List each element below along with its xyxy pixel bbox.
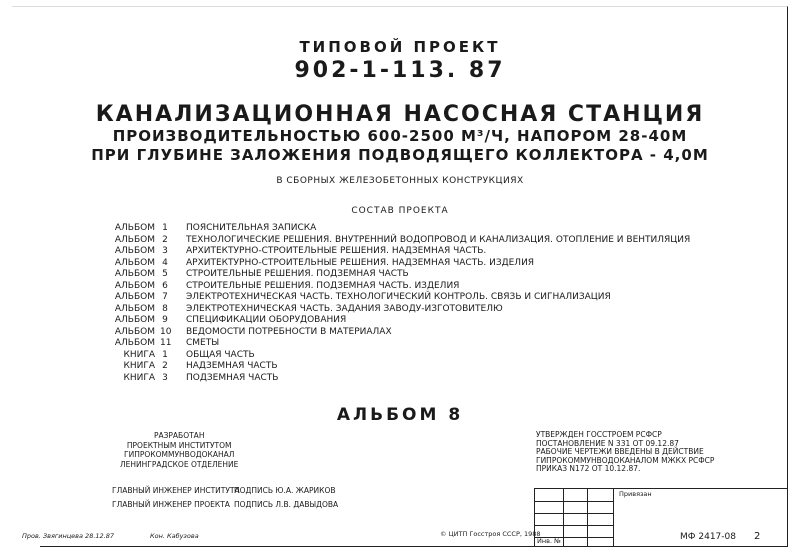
item-number: 9 (162, 315, 168, 325)
project-label: ТИПОВОЙ ПРОЕКТ (299, 38, 501, 56)
signer-1: ПОДПИСЬ Ю.А. ЖАРИКОВ (234, 486, 336, 495)
approval-line: ГИПРОКОММУНВОДОКАНАЛОМ МЖКХ РСФСР (536, 455, 715, 465)
item-number: 5 (162, 269, 168, 279)
item-kind: АЛЬБОМ (114, 303, 155, 314)
sheet-number: 2 (754, 531, 761, 542)
item-description: СТРОИТЕЛЬНЫЕ РЕШЕНИЯ. ПОДЗЕМНАЯ ЧАСТЬ. ИЗДЕЛИЯ (186, 280, 460, 291)
item-number: 2 (162, 234, 168, 245)
developer-line: РАЗРАБОТАН (153, 431, 205, 440)
item-kind: АЛЬБОМ (114, 246, 155, 256)
item-number: 8 (162, 303, 168, 314)
developer-block (120, 431, 238, 469)
item-number: 4 (162, 257, 168, 268)
item-kind: АЛЬБОМ (114, 292, 155, 302)
item-description: ВЕДОМОСТИ ПОТРЕБНОСТИ В МАТЕРИАЛАХ (186, 326, 392, 337)
item-kind: АЛЬБОМ (114, 257, 155, 268)
signer-2: ПОДПИСЬ Л.В. ДАВЫДОВА (234, 500, 339, 509)
attached-label: Привязан (619, 490, 652, 498)
document-title: КАНАЛИЗАЦИОННАЯ НАСОСНАЯ СТАНЦИЯ (95, 102, 705, 127)
handwritten-control-note: Кон. Кабузова (150, 532, 199, 540)
item-kind: АЛЬБОМ (114, 326, 155, 337)
developer-line: ЛЕНИНГРАДСКОЕ ОТДЕЛЕНИЕ (120, 459, 239, 469)
handwritten-check-note: Пров. Звягинцева 28.12.87 (22, 532, 114, 540)
item-description: ПОЯСНИТЕЛЬНАЯ ЗАПИСКА (186, 223, 317, 233)
item-description: ЭЛЕКТРОТЕХНИЧЕСКАЯ ЧАСТЬ. ТЕХНОЛОГИЧЕСКИЙ КОНТРОЛЬ. СВЯЗЬ И СИГНАЛИЗАЦИЯ (186, 292, 611, 302)
item-description: СМЕТЫ (186, 338, 220, 348)
subtitle-line-2: ПРИ ГЛУБИНЕ ЗАЛОЖЕНИЯ ПОДВОДЯЩЕГО КОЛЛЕКТОРА - 4,0М (91, 146, 709, 164)
construction-note: В СБОРНЫХ ЖЕЛЕЗОБЕТОННЫХ КОНСТРУКЦИЯХ (276, 176, 524, 186)
item-number: 11 (160, 338, 172, 348)
approval-line: РАБОЧИЕ ЧЕРТЕЖИ ВВЕДЕНЫ В ДЕЙСТВИЕ (536, 447, 704, 456)
item-number: 1 (162, 349, 168, 360)
item-number: 3 (162, 246, 168, 256)
project-number: 902-1-113. 87 (294, 58, 506, 83)
bottom-rule (40, 546, 788, 547)
item-description: СПЕЦИФИКАЦИИ ОБОРУДОВАНИЯ (186, 315, 347, 325)
item-kind: АЛЬБОМ (114, 223, 155, 233)
item-description: НАДЗЕМНАЯ ЧАСТЬ (186, 361, 278, 371)
composition-item (0, 303, 800, 315)
item-description: ОБЩАЯ ЧАСТЬ (186, 349, 255, 360)
composition-item (0, 314, 800, 326)
item-kind: АЛЬБОМ (114, 280, 155, 291)
composition-item (0, 280, 800, 292)
item-number: 2 (162, 361, 168, 371)
item-kind: КНИГА (123, 361, 155, 371)
composition-item (0, 326, 800, 338)
album-label: АЛЬБОМ 8 (336, 405, 464, 425)
developer-line: ГИПРОКОММУНВОДОКАНАЛ (124, 450, 235, 459)
item-kind: АЛЬБОМ (114, 338, 155, 348)
title-stamp (534, 488, 788, 546)
item-number: 6 (162, 280, 168, 291)
composition-item (0, 234, 800, 246)
item-kind: АЛЬБОМ (114, 315, 155, 325)
approval-block (536, 431, 714, 474)
item-number: 10 (160, 326, 172, 337)
copyright: © ЦИТП Госстроя СССР, 1988 (440, 530, 541, 538)
composition-item (0, 337, 800, 349)
item-kind: АЛЬБОМ (114, 269, 155, 279)
item-description: СТРОИТЕЛЬНЫЕ РЕШЕНИЯ. ПОДЗЕМНАЯ ЧАСТЬ (186, 269, 409, 279)
item-description: ПОДЗЕМНАЯ ЧАСТЬ (186, 372, 279, 383)
item-kind: КНИГА (123, 349, 155, 360)
composition-item (0, 360, 800, 372)
approval-line: ПРИКАЗ N172 ОТ 10.12.87. (536, 464, 641, 473)
composition-item (0, 257, 800, 269)
subtitle-line-1: ПРОИЗВОДИТЕЛЬНОСТЬЮ 600-2500 М³/Ч, НАПОРОМ 28-40М (112, 127, 688, 145)
item-description: АРХИТЕКТУРНО-СТРОИТЕЛЬНЫЕ РЕШЕНИЯ. НАДЗЕМНАЯ ЧАСТЬ. ИЗДЕЛИЯ (186, 257, 535, 268)
composition-item (0, 245, 800, 257)
item-description: АРХИТЕКТУРНО-СТРОИТЕЛЬНЫЕ РЕШЕНИЯ. НАДЗЕМНАЯ ЧАСТЬ. (186, 246, 487, 256)
item-number: 7 (162, 292, 168, 302)
inv-number-label: Инв. № (537, 537, 561, 545)
chief-engineer-institute: ГЛАВНЫЙ ИНЖЕНЕР ИНСТИТУТА (112, 486, 240, 495)
item-description: ЭЛЕКТРОТЕХНИЧЕСКАЯ ЧАСТЬ. ЗАДАНИЯ ЗАВОДУ-ИЗГОТОВИТЕЛЮ (186, 303, 503, 314)
approval-line: ПОСТАНОВЛЕНИЕ N 331 ОТ 09.12.87 (536, 438, 679, 448)
developer-line: ПРОЕКТНЫМ ИНСТИТУТОМ (126, 440, 232, 450)
document-code: МФ 2417-08 (680, 532, 736, 542)
approval-line: УТВЕРЖДЕН ГОССТРОЕМ РСФСР (536, 430, 662, 439)
chief-engineer-project: ГЛАВНЫЙ ИНЖЕНЕР ПРОЕКТА (112, 500, 230, 509)
composition-item (0, 349, 800, 361)
composition-item (0, 372, 800, 384)
composition-title: СОСТАВ ПРОЕКТА (351, 206, 449, 216)
composition-item (0, 268, 800, 280)
item-description: ТЕХНОЛОГИЧЕСКИЕ РЕШЕНИЯ. ВНУТРЕННИЙ ВОДОПРОВОД И КАНАЛИЗАЦИЯ. ОТОПЛЕНИЕ И ВЕНТИЛЯЦИЯ (186, 234, 691, 245)
item-number: 3 (162, 372, 168, 383)
item-number: 1 (162, 223, 168, 233)
composition-item (0, 222, 800, 234)
item-kind: КНИГА (123, 372, 155, 383)
composition-item (0, 291, 800, 303)
item-kind: АЛЬБОМ (114, 234, 155, 245)
